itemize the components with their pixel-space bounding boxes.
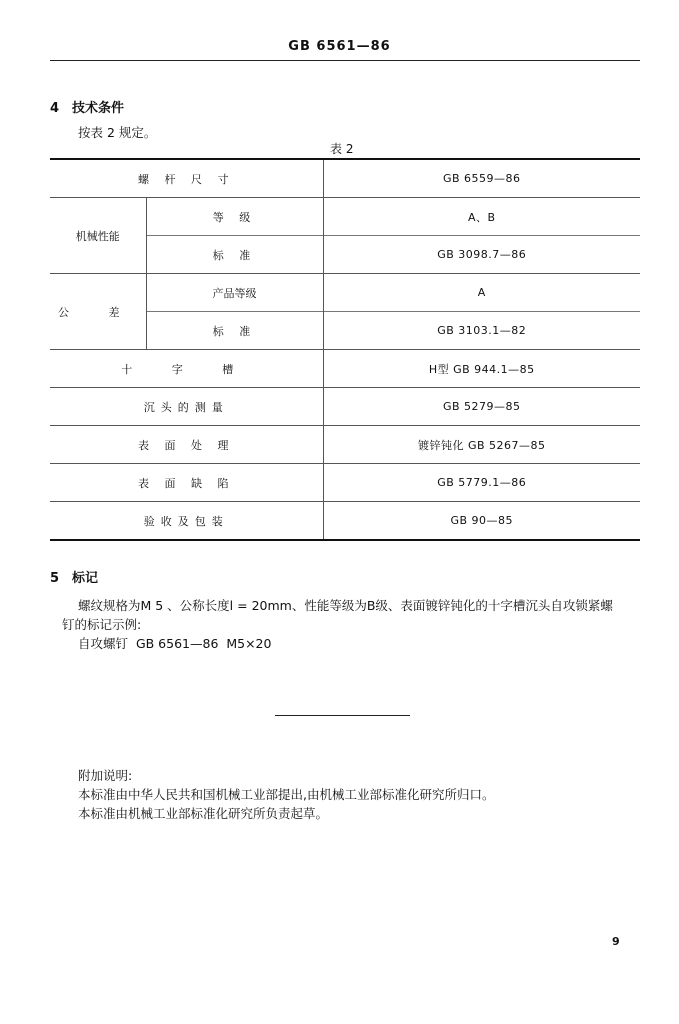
table-row	[50, 464, 640, 502]
row-value: GB 5279—85	[323, 388, 640, 426]
row-sub-label: 标 准	[146, 236, 323, 274]
separator-rule	[275, 715, 410, 716]
section-5-title: 标记	[72, 571, 99, 586]
row-value: 镀锌钝化 GB 5267—85	[323, 426, 640, 464]
section-4-title: 技术条件	[72, 101, 125, 116]
section-5-line-1: 螺纹规格为M 5 、公称长度l = 20mm、性能等级为B级、表面镀锌钝化的十字槽沉头自攻锁紧螺	[78, 598, 613, 613]
row-value: GB 6559—86	[323, 159, 640, 198]
section-4-text: 按表 2 规定。	[78, 125, 157, 140]
page-number: 9	[612, 935, 620, 948]
spec-table	[50, 158, 640, 541]
row-value: H型 GB 944.1—85	[323, 350, 640, 388]
row-value: A	[323, 274, 640, 312]
row-label: 螺 杆 尺 寸	[50, 159, 323, 198]
section-5-number: 5	[50, 571, 60, 586]
row-value: GB 3098.7—86	[323, 236, 640, 274]
marking-example: 自攻螺钉 GB 6561—86 M5×20	[78, 636, 272, 651]
row-label: 表 面 处 理	[50, 426, 323, 464]
row-group-label: 机械性能	[50, 198, 146, 274]
table-row	[50, 274, 640, 312]
row-sub-label: 标 准	[146, 312, 323, 350]
table-caption: 表 2	[330, 142, 354, 156]
row-value: GB 90—85	[323, 502, 640, 541]
table-row	[50, 198, 640, 236]
table-row	[50, 388, 640, 426]
table-row	[50, 350, 640, 388]
section-5-line-2: 钉的标记示例:	[62, 617, 142, 632]
row-label: 表 面 缺 陷	[50, 464, 323, 502]
row-sub-label: 等 级	[146, 198, 323, 236]
header-title: GB 6561—86	[288, 39, 391, 54]
table-row	[50, 426, 640, 464]
section-4-heading	[50, 97, 124, 116]
row-label: 验收及包装	[50, 502, 323, 541]
header-rule	[50, 60, 640, 61]
section-4-number: 4	[50, 101, 60, 116]
table-row	[50, 159, 640, 198]
row-group-label: 公 差	[50, 274, 146, 350]
row-sub-label: 产品等级	[146, 274, 323, 312]
row-value: GB 5779.1—86	[323, 464, 640, 502]
appendix-line-1: 本标准由中华人民共和国机械工业部提出,由机械工业部标准化研究所归口。	[78, 787, 495, 802]
appendix-title: 附加说明:	[78, 768, 133, 783]
section-5-heading	[50, 567, 98, 586]
row-value: A、B	[323, 198, 640, 236]
row-label: 沉头的测量	[50, 388, 323, 426]
table-row	[50, 502, 640, 541]
row-value: GB 3103.1—82	[323, 312, 640, 350]
appendix-line-2: 本标准由机械工业部标准化研究所负责起草。	[78, 806, 329, 821]
row-label: 十 字 槽	[50, 350, 323, 388]
